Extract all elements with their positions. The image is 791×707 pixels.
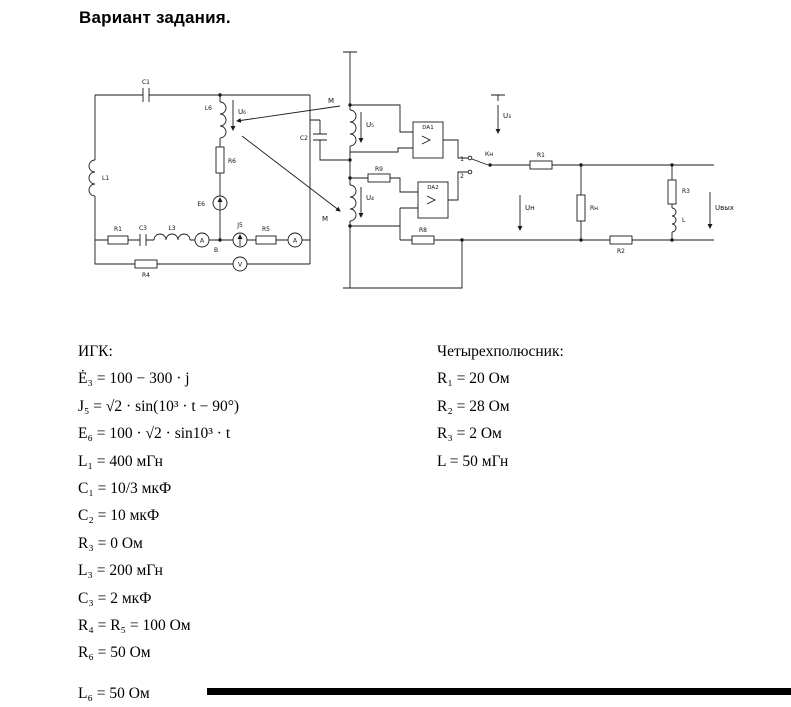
formula-line: R₃ = 2 Ом [437, 425, 502, 443]
node-dot [670, 238, 673, 241]
label-pos2: 2 [460, 173, 464, 180]
switch-lever [472, 159, 488, 165]
label-u6: U₆ [238, 108, 246, 116]
capacitor-c3 [140, 234, 146, 246]
quadripole-network [350, 161, 714, 288]
label-l: L [682, 217, 686, 224]
c2-link [310, 120, 350, 160]
switch-contact-2 [468, 170, 472, 174]
mutual-arrow-m2 [242, 136, 340, 211]
formula-line: R₃ = 0 Ом [78, 534, 143, 552]
resistor-r2 [610, 236, 632, 244]
label-da1: DA1 [422, 125, 434, 131]
label-u5: U₅ [366, 121, 374, 129]
label-c3: C3 [138, 225, 148, 232]
resistor-r4 [135, 260, 157, 268]
label-u4: U₄ [366, 194, 374, 202]
quadripole-parameters [437, 338, 564, 475]
label-m1: M [328, 97, 335, 105]
terminal [491, 95, 505, 101]
capacitor-c2 [313, 134, 327, 140]
formula-line: C₁ = 10/3 мкФ [78, 479, 172, 497]
page-title: Вариант задания. [79, 8, 231, 27]
wire [350, 105, 413, 132]
label-r2: R2 [617, 248, 625, 255]
label-da2: DA2 [427, 185, 439, 191]
label-r4: R4 [142, 272, 150, 279]
node-dot [579, 238, 582, 241]
wire [448, 172, 468, 200]
label-b: В [213, 247, 219, 254]
igk-heading: ИГК: [78, 343, 113, 360]
label-ammeter-2: A [292, 237, 298, 245]
switch-kn [468, 156, 491, 174]
formula-line: R₆ = 50 Ом [78, 644, 151, 662]
formula-line: L₁ = 400 мГн [78, 452, 163, 470]
node-dot [670, 163, 673, 166]
label-un: Uн [525, 204, 535, 212]
formula-line: L₃ = 200 мГн [78, 562, 163, 580]
label-uout: Uвых [715, 204, 734, 212]
label-r3: R3 [682, 188, 690, 195]
resistor-rn [577, 195, 585, 221]
label-e6: E6 [197, 201, 205, 208]
node-dot [460, 238, 463, 241]
label-l1: L1 [102, 175, 110, 182]
label-l3: L3 [168, 225, 176, 232]
resistor-r6 [216, 147, 224, 173]
quadripole-heading: Четырехполюсник: [437, 343, 564, 360]
label-c1: C1 [141, 79, 151, 86]
wire [350, 208, 418, 240]
node-dot [579, 163, 582, 166]
label-kn: Кн [485, 151, 494, 158]
label-m2: M [322, 215, 329, 223]
resistor-r1 [108, 236, 128, 244]
node-dot [348, 158, 351, 161]
schematic-labels [102, 79, 734, 279]
formula-line: C₃ = 2 мкФ [78, 589, 152, 607]
label-j5: J5 [237, 222, 243, 229]
formula-line: Ė₃ = 100 − 300 · j [78, 370, 190, 388]
label-r6: R6 [228, 158, 236, 165]
label-ammeter-1: A [199, 237, 205, 245]
formula-line: L₆ = 50 Ом [78, 684, 150, 702]
label-rn: Rн [590, 205, 599, 212]
label-u3: U₃ [503, 112, 511, 120]
wire [350, 148, 413, 152]
label-r5: R5 [262, 226, 270, 233]
capacitor-c1 [143, 88, 149, 102]
label-pos1: 1 [460, 156, 464, 163]
coil-upper [350, 110, 356, 146]
inductor-l6 [220, 102, 226, 138]
resistor-r3 [668, 180, 676, 204]
switch-contact-1 [468, 156, 472, 160]
mutual-arrow-m1 [237, 106, 340, 121]
inductor-l1 [89, 160, 95, 196]
node-dot [218, 93, 221, 96]
label-r9: R9 [375, 166, 383, 173]
formula-line: E₆ = 100 · √2 · sin10³ · t [78, 425, 231, 443]
formula-line: J₅ = √2 · sin(10³ · t − 90°) [78, 397, 240, 415]
formula-line: R₄ = R₅ = 100 Ом [78, 616, 191, 634]
wire [343, 52, 357, 288]
label-r1: R1 [114, 226, 122, 233]
coupled-coils [237, 52, 361, 288]
bottom-border-bar [207, 688, 791, 695]
igk-parameters [78, 338, 239, 707]
formula-line: R₁ = 20 Ом [437, 370, 510, 388]
inductor-l3 [154, 234, 190, 240]
resistor-r5 [256, 236, 276, 244]
resistor-r9 [368, 174, 390, 182]
coil-lower [350, 185, 356, 221]
wire [95, 95, 310, 240]
label-c2: C2 [299, 135, 308, 142]
inductor-l [672, 208, 676, 232]
label-voltmeter: V [237, 261, 243, 269]
formula-line: C₂ = 10 мкФ [78, 507, 160, 525]
resistor-r8 [412, 236, 434, 244]
wire [443, 140, 468, 158]
formula-line: L = 50 мГн [437, 452, 509, 470]
label-r1q: R1 [537, 152, 545, 159]
label-l6: L6 [204, 105, 212, 112]
label-r8: R8 [419, 227, 427, 234]
wire [350, 240, 462, 288]
resistor-r1q [530, 161, 552, 169]
formula-line: R₂ = 28 Ом [437, 397, 510, 415]
node-dot [218, 238, 221, 241]
